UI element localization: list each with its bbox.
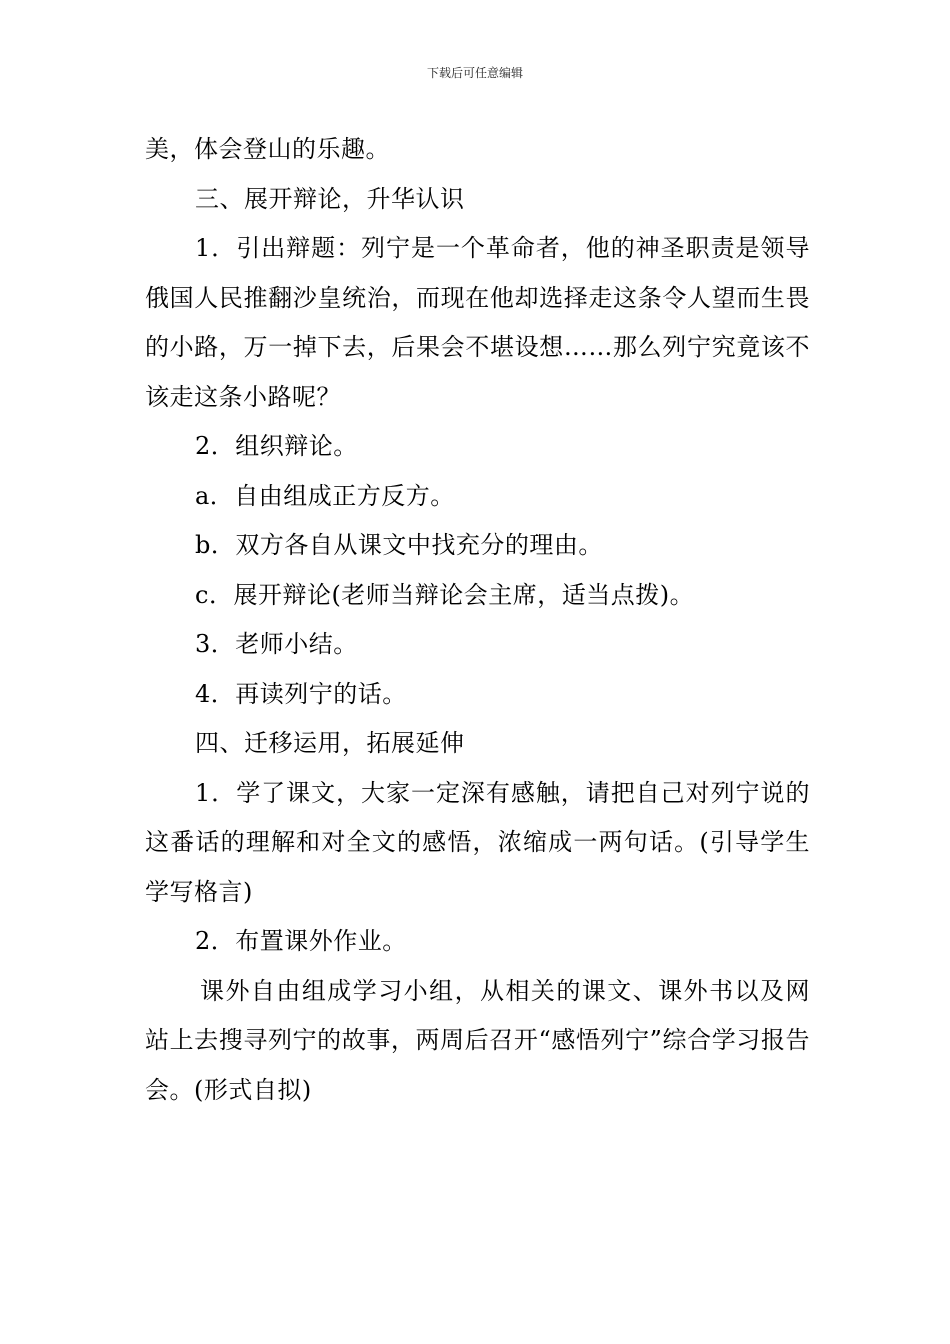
paragraph-teacher-summary: 3．老师小结。	[195, 630, 358, 658]
paragraph-debate-topic: 1．引出辩题：列宁是一个革命者，他的神圣职责是领导俄国人民推翻沙皇统治，而现在他却选择走这条令人望而生畏的小路，万一掉下去，后果会不堪设想……那么列宁究竟该不该走这条小路呢？	[145, 234, 810, 411]
paragraph-reread: 4．再读列宁的话。	[195, 679, 407, 708]
list-item-b: b．双方各自从课文中找充分的理由。	[195, 531, 603, 559]
paragraph-organize-debate: 2．组织辩论。	[195, 432, 358, 460]
list-item-a: a．自由组成正方反方。	[195, 481, 455, 510]
page-header: 下载后可任意编辑	[426, 66, 523, 80]
paragraph-reflection: 1．学了课文，大家一定深有感触，请把自己对列宁说的这番话的理解和对全文的感悟，浓缩成一两句话。(引导学生学写格言)	[145, 778, 810, 906]
paragraph-homework-detail: 课外自由组成学习小组，从相关的课文、课外书以及网站上去搜寻列宁的故事，两周后召开“感悟列宁”综合学习报告会。(形式自拟)	[145, 976, 810, 1104]
paragraph-continuation: 美，体会登山的乐趣。	[145, 135, 390, 163]
paragraph-homework: 2．布置课外作业。	[195, 927, 407, 955]
document-body	[145, 125, 810, 1115]
list-item-c: c．展开辩论(老师当辩论会主席，适当点拨)。	[195, 580, 695, 609]
section-heading-debate: 三、展开辩论，升华认识	[195, 184, 465, 213]
section-heading-transfer: 四、迁移运用，拓展延伸	[195, 729, 465, 757]
